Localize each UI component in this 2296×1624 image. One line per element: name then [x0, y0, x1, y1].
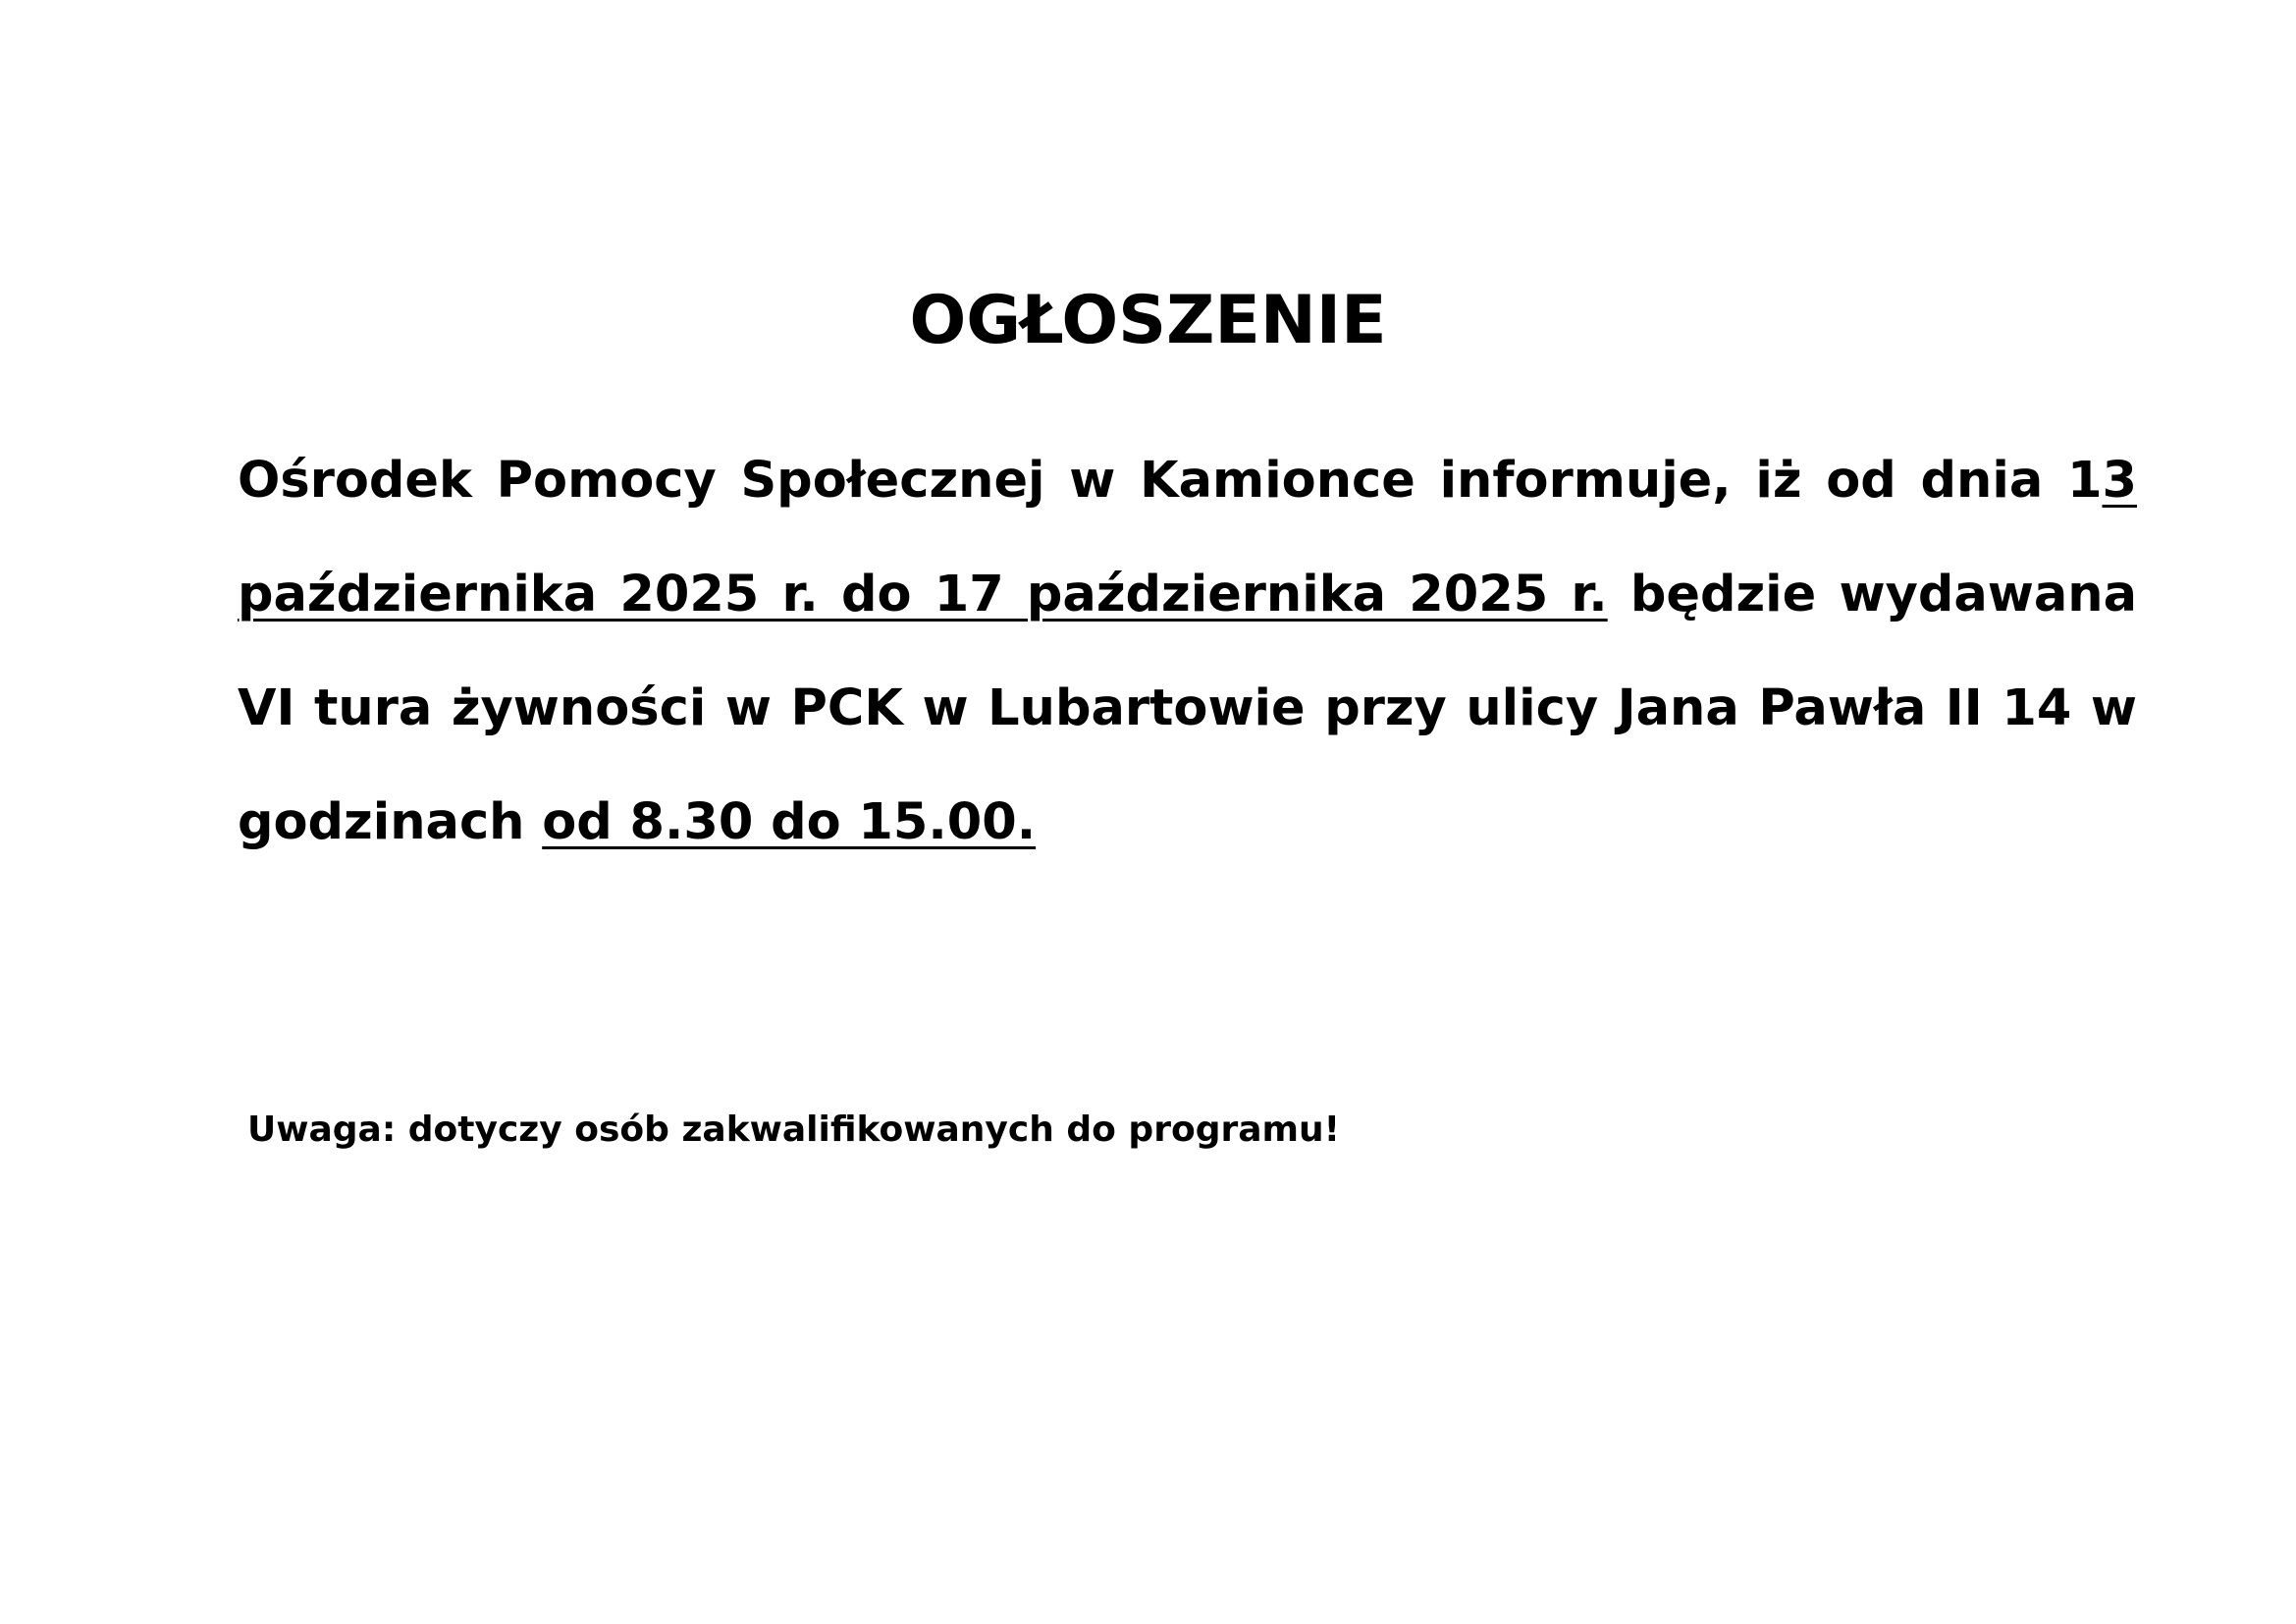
body-text-part2: będzie wydawana VI tura żywności w PCK w Lubartowie przy ulicy Jana Pawła II 14 w godzinach [238, 566, 2138, 851]
announcement-note: Uwaga: dotyczy osób zakwalifikowanych do programu! [247, 1110, 1341, 1150]
body-text-part1: Ośrodek Pomocy Społecznej w Kamionce informuje, iż od dnia 1 [238, 452, 2103, 510]
announcement-title: OGŁOSZENIE [909, 282, 1387, 359]
hours-underlined: od 8.30 do 15.00. [542, 793, 1037, 851]
announcement-body [238, 424, 2137, 880]
dates-underlined: 3 października 2025 r. do 17 października 2025 r. [238, 452, 2137, 623]
